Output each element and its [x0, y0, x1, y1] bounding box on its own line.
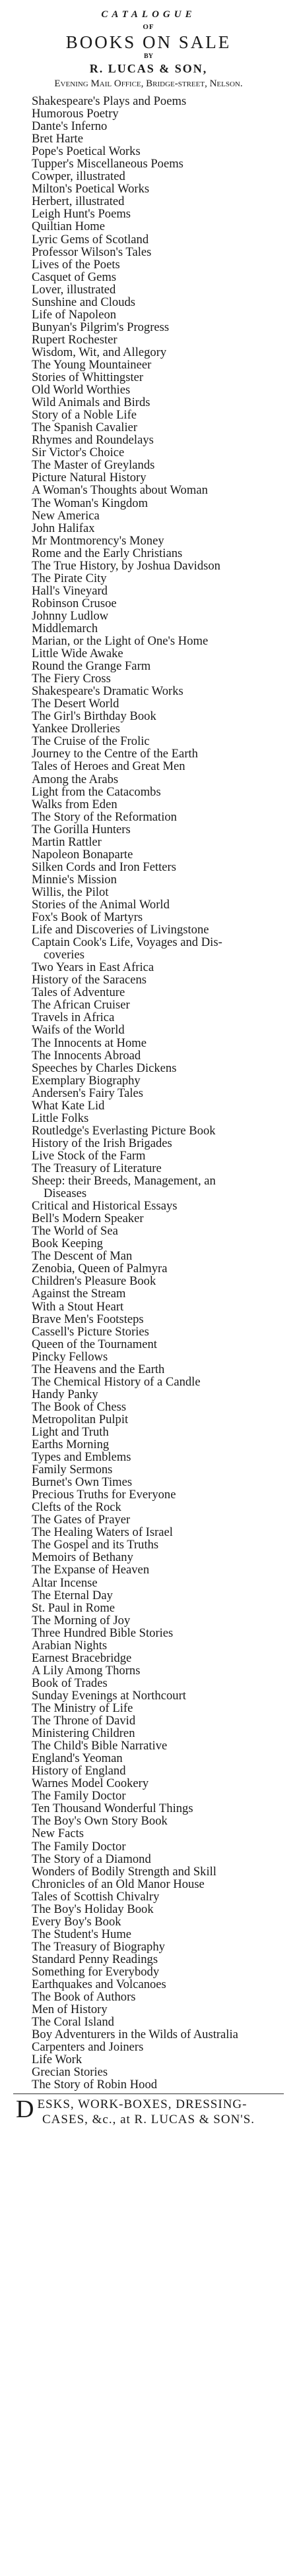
- book-title: Lyric Gems of Scotland: [32, 233, 149, 246]
- book-title: Arabian Nights: [32, 1639, 108, 1652]
- bookseller-address: [13, 76, 284, 91]
- book-title: The Child's Bible Narrative: [32, 1740, 168, 1753]
- book-title: Story of a Noble Life: [32, 409, 137, 422]
- book-title: The Boy's Own Story Book: [32, 1815, 168, 1828]
- book-title: Little Wide Awake: [32, 647, 123, 660]
- book-title: Boy Adventurers in the Wilds of Australia: [32, 2028, 238, 2041]
- book-title: The Family Doctor: [32, 1790, 126, 1803]
- book-title: Little Folks: [32, 1111, 89, 1125]
- book-title: The Eternal Day: [32, 1589, 113, 1602]
- book-title: The Fiery Cross: [32, 672, 111, 686]
- book-title: Ten Thousand Wonderful Things: [32, 1802, 193, 1815]
- book-title: Lives of the Poets: [32, 258, 120, 271]
- book-title: Herbert, illustrated: [32, 195, 125, 208]
- book-title: Three Hundred Bible Stories: [32, 1626, 174, 1639]
- book-title: Diseases: [44, 1187, 87, 1200]
- book-title: Family Sermons: [32, 1463, 113, 1477]
- book-title: The Family Doctor: [32, 1840, 126, 1853]
- book-title: New America: [32, 509, 100, 522]
- book-title: The Innocents at Home: [32, 1036, 147, 1049]
- book-title: Willis, the Pilot: [32, 885, 109, 898]
- book-title: A Woman's Thoughts about Woman: [32, 484, 208, 497]
- book-title: The Gorilla Hunters: [32, 823, 131, 836]
- book-title: Bret Harte: [32, 132, 83, 146]
- book-title: Robinson Crusoe: [32, 597, 117, 610]
- book-title: Yankee Drolleries: [32, 722, 120, 736]
- book-title: Quiltian Home: [32, 220, 106, 233]
- book-title: Marian, or the Light of One's Home: [32, 635, 209, 648]
- book-title: The Gospel and its Truths: [32, 1538, 159, 1552]
- book-title: Light from the Catacombs: [32, 785, 161, 798]
- book-title: Clefts of the Rock: [32, 1501, 121, 1514]
- book-title: Tales of Scottish Chivalry: [32, 1890, 160, 1903]
- advertisement-line-1: ESKS, WORK-BOXES, DRESSING-: [37, 2097, 248, 2112]
- book-title: Metropolitan Pulpit: [32, 1413, 129, 1426]
- book-title: Children's Pleasure Book: [32, 1275, 156, 1288]
- book-title: The Cruise of the Frolic: [32, 735, 150, 748]
- book-title: Ministering Children: [32, 1727, 135, 1740]
- book-title: Sunshine and Clouds: [32, 295, 136, 308]
- footer-divider: [13, 2093, 284, 2094]
- book-title: The African Cruiser: [32, 999, 130, 1012]
- book-title: Shakespeare's Plays and Poems: [32, 95, 187, 108]
- book-title: Shakespeare's Dramatic Works: [32, 685, 183, 698]
- book-title: Speeches by Charles Dickens: [32, 1061, 177, 1074]
- book-title: Pincky Fellows: [32, 1350, 108, 1363]
- catalogue-title: CATALOGUE: [101, 9, 196, 20]
- book-title: Tupper's Miscellaneous Poems: [32, 158, 183, 171]
- book-title: Earths Morning: [32, 1438, 110, 1451]
- book-title: Mr Montmorency's Money: [32, 534, 164, 547]
- book-title: Brave Men's Footsteps: [32, 1312, 144, 1326]
- book-title: Cowper, illustrated: [32, 170, 125, 183]
- book-title: The Descent of Man: [32, 1250, 133, 1263]
- book-title: Wild Animals and Birds: [32, 396, 150, 409]
- book-title: New Facts: [32, 1827, 84, 1840]
- book-title: The Treasury of Biography: [32, 1940, 165, 1953]
- book-title: Against the Stream: [32, 1287, 126, 1301]
- book-title: Carpenters and Joiners: [32, 2041, 144, 2054]
- book-title: The Girl's Birthday Book: [32, 710, 156, 723]
- book-title: The Master of Greylands: [32, 459, 155, 472]
- book-title: Fox's Book of Martyrs: [32, 911, 143, 924]
- book-title: A Lily Among Thorns: [32, 1664, 141, 1677]
- book-title: Critical and Historical Essays: [32, 1200, 178, 1213]
- book-title: Two Years in East Africa: [32, 961, 154, 974]
- book-title: The Desert World: [32, 697, 119, 711]
- book-title: The Innocents Abroad: [32, 1049, 141, 1062]
- book-title: Professor Wilson's Tales: [32, 245, 152, 258]
- book-title: Journey to the Centre of the Earth: [32, 747, 198, 761]
- book-title: The Story of Robin Hood: [32, 2078, 158, 2092]
- book-title: The Ministry of Life: [32, 1702, 133, 1715]
- book-title: Warnes Model Cookery: [32, 1777, 149, 1790]
- book-title: Leigh Hunt's Poems: [32, 208, 131, 221]
- book-title: The Young Mountaineer: [32, 358, 152, 372]
- book-title: Napoleon Bonaparte: [32, 848, 133, 861]
- book-title: The True History, by Joshua Davidson: [32, 559, 220, 572]
- book-title: Light and Truth: [32, 1425, 109, 1439]
- book-title: Earthquakes and Volcanoes: [32, 1978, 166, 1991]
- book-title: Casquet of Gems: [32, 270, 117, 283]
- book-title: Handy Panky: [32, 1388, 98, 1401]
- book-title: Minnie's Mission: [32, 873, 117, 886]
- book-title: Tales of Heroes and Great Men: [32, 760, 185, 773]
- book-title: Routledge's Everlasting Picture Book: [32, 1124, 216, 1137]
- catalogue-by: BY: [144, 53, 153, 60]
- book-title: With a Stout Heart: [32, 1300, 124, 1313]
- book-title: History of the Saracens: [32, 974, 147, 987]
- book-title: Picture Natural History: [32, 471, 147, 484]
- book-title: Altar Incense: [32, 1576, 98, 1589]
- book-title: Wisdom, Wit, and Allegory: [32, 345, 167, 359]
- book-title: Zenobia, Queen of Palmyra: [32, 1262, 168, 1275]
- book-title: Life Work: [32, 2053, 82, 2066]
- book-title: Wonders of Bodily Strength and Skill: [32, 1865, 216, 1878]
- book-title: The Boy's Holiday Book: [32, 1902, 154, 1916]
- book-title: The Book of Authors: [32, 1991, 136, 2004]
- book-title: Stories of Whittingster: [32, 371, 144, 384]
- book-title: Rupert Rochester: [32, 333, 117, 346]
- book-title: Life and Discoveries of Livingstone: [32, 923, 209, 937]
- book-title: The Throne of David: [32, 1714, 136, 1728]
- book-title: Cassell's Picture Stories: [32, 1325, 149, 1338]
- book-title: Dante's Inferno: [32, 120, 108, 133]
- book-title: The Healing Waters of Israel: [32, 1526, 173, 1539]
- book-title: Andersen's Fairy Tales: [32, 1086, 144, 1099]
- book-title: Hall's Vineyard: [32, 584, 108, 597]
- book-title: Grecian Stories: [32, 2066, 108, 2079]
- book-title: Exemplary Biography: [32, 1074, 141, 1087]
- book-title: Memoirs of Bethany: [32, 1551, 133, 1564]
- book-title: The Story of a Diamond: [32, 1852, 151, 1865]
- book-title: Among the Arabs: [32, 773, 119, 786]
- book-title: Something for Everybody: [32, 1965, 160, 1979]
- book-title: Sir Victor's Choice: [32, 446, 125, 459]
- book-title: Johnny Ludlow: [32, 609, 109, 622]
- book-title: The Expanse of Heaven: [32, 1564, 150, 1577]
- book-title: Tales of Adventure: [32, 986, 125, 999]
- book-title: Every Boy's Book: [32, 1915, 121, 1928]
- book-title: Middlemarch: [32, 622, 98, 635]
- book-title: Queen of the Tournament: [32, 1337, 157, 1351]
- book-title: Precious Truths for Everyone: [32, 1488, 176, 1502]
- book-title: The Student's Hume: [32, 1927, 132, 1941]
- book-title: Old World Worthies: [32, 384, 131, 397]
- book-title: coveries: [44, 949, 84, 962]
- book-title: Humorous Poetry: [32, 107, 119, 121]
- book-title: The Pirate City: [32, 571, 107, 585]
- book-title: The Heavens and the Earth: [32, 1362, 165, 1376]
- book-title: Sunday Evenings at Northcourt: [32, 1689, 186, 1702]
- book-title: The Coral Island: [32, 2016, 114, 2029]
- book-title: Silken Cords and Iron Fetters: [32, 860, 176, 873]
- book-title: Burnet's Own Times: [32, 1476, 133, 1489]
- book-title: The Gates of Prayer: [32, 1513, 131, 1527]
- book-title: Life of Napoleon: [32, 308, 117, 321]
- book-title: The Woman's Kingdom: [32, 496, 148, 510]
- book-title: The Book of Chess: [32, 1400, 127, 1413]
- catalogue-subtitle: BOOKS ON SALE: [65, 32, 232, 52]
- book-title: Bunyan's Pilgrim's Progress: [32, 320, 170, 334]
- book-title: Stories of the Animal World: [32, 898, 170, 912]
- advertisement: [13, 2097, 284, 2127]
- catalogue-of: OF: [143, 23, 154, 31]
- book-title: Pope's Poetical Works: [32, 145, 141, 158]
- book-title: St. Paul in Rome: [32, 1601, 116, 1614]
- book-title: Round the Grange Farm: [32, 660, 151, 673]
- book-title: Milton's Poetical Works: [32, 183, 150, 196]
- book-title: The Story of the Reformation: [32, 810, 177, 823]
- book-title: The Chemical History of a Candle: [32, 1375, 201, 1388]
- book-title: Book of Trades: [32, 1676, 108, 1689]
- book-title: Captain Cook's Life, Voyages and Dis-: [32, 936, 222, 949]
- book-title: The Spanish Cavalier: [32, 421, 138, 434]
- book-title: Rhymes and Roundelays: [32, 434, 154, 447]
- book-title: Chronicles of an Old Manor House: [32, 1877, 205, 1890]
- book-title: History of England: [32, 1765, 126, 1778]
- advertisement-initial: D: [16, 2095, 35, 2124]
- book-title-list: [13, 95, 284, 2091]
- book-title: Earnest Bracebridge: [32, 1651, 132, 1664]
- book-title: Sheep: their Breeds, Management, an: [32, 1175, 216, 1188]
- book-title: John Halifax: [32, 521, 95, 535]
- book-title: Martin Rattler: [32, 835, 102, 848]
- book-title: Lover, illustrated: [32, 283, 116, 296]
- book-title: England's Yeoman: [32, 1752, 123, 1765]
- advertisement-line-2: CASES, &c., at R. LUCAS & SON'S.: [42, 2113, 255, 2127]
- book-title: Waifs of the World: [32, 1024, 125, 1037]
- book-title: Standard Penny Readings: [32, 1952, 158, 1966]
- book-title: The Treasury of Literature: [32, 1161, 162, 1175]
- book-title: Travels in Africa: [32, 1011, 115, 1024]
- book-title: Bell's Modern Speaker: [32, 1212, 144, 1225]
- book-title: What Kate Lid: [32, 1099, 105, 1112]
- book-title: History of the Irish Brigades: [32, 1136, 172, 1150]
- book-title: Book Keeping: [32, 1237, 103, 1250]
- book-title: Men of History: [32, 2003, 108, 2016]
- address-text: Evening Mail Office, Bridge-street, Nelson.: [54, 78, 243, 89]
- book-title: Walks from Eden: [32, 798, 117, 811]
- book-title: The Morning of Joy: [32, 1614, 131, 1627]
- bookseller-name: R. LUCAS & SON,: [89, 62, 208, 75]
- book-title: Live Stock of the Farm: [32, 1149, 146, 1162]
- book-title: Rome and the Early Christians: [32, 546, 183, 560]
- book-title: Types and Emblems: [32, 1451, 131, 1464]
- book-title: The World of Sea: [32, 1225, 118, 1238]
